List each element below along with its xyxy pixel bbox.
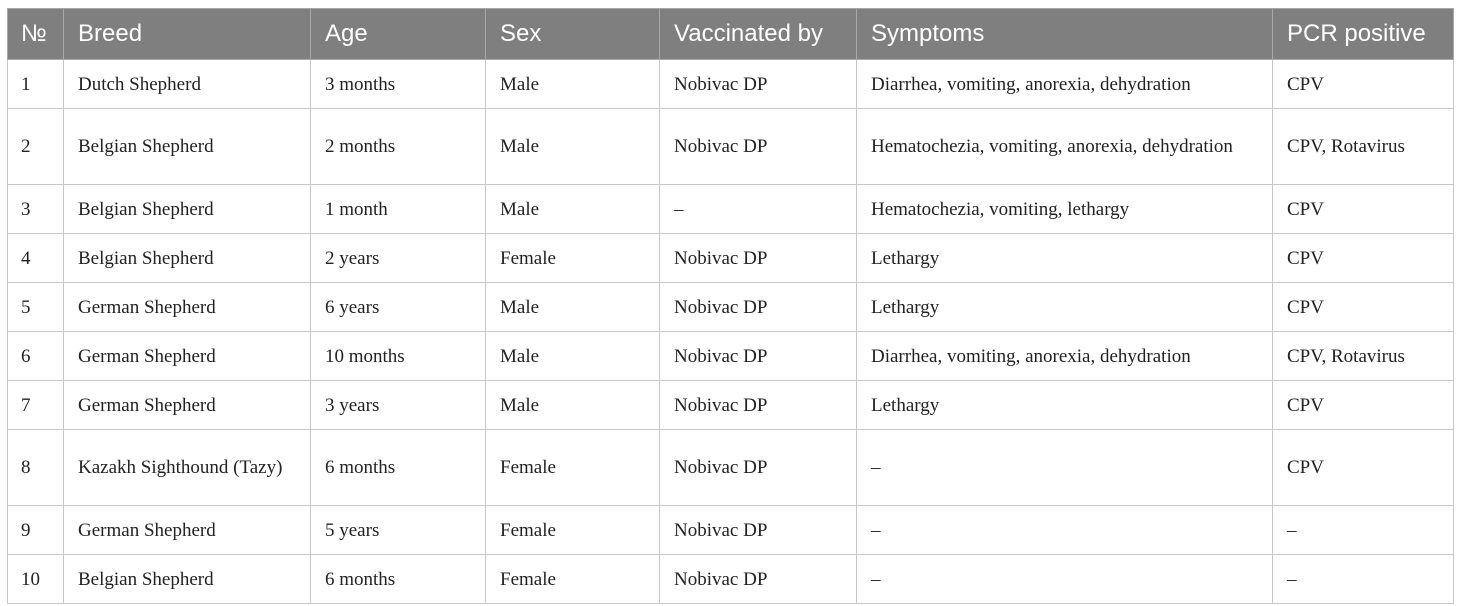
cell-breed: Belgian Shepherd bbox=[64, 185, 311, 234]
cell-symptoms: Lethargy bbox=[857, 234, 1273, 283]
cell-vaccinated-by: Nobivac DP bbox=[660, 506, 857, 555]
cell-breed: Dutch Shepherd bbox=[64, 60, 311, 109]
cell-pcr-positive: CPV bbox=[1273, 60, 1454, 109]
cell-sex: Male bbox=[486, 332, 660, 381]
cell-age: 1 month bbox=[311, 185, 486, 234]
cell-breed: German Shepherd bbox=[64, 283, 311, 332]
table-row bbox=[8, 60, 1454, 109]
cell-number: 2 bbox=[8, 109, 64, 185]
cell-number: 9 bbox=[8, 506, 64, 555]
cell-age: 3 years bbox=[311, 381, 486, 430]
header-pcr-positive: PCR positive bbox=[1273, 9, 1454, 60]
cell-symptoms: Diarrhea, vomiting, anorexia, dehydration bbox=[857, 60, 1273, 109]
cell-sex: Male bbox=[486, 381, 660, 430]
cell-sex: Male bbox=[486, 60, 660, 109]
cell-number: 4 bbox=[8, 234, 64, 283]
cell-pcr-positive: CPV bbox=[1273, 185, 1454, 234]
cell-pcr-positive: – bbox=[1273, 506, 1454, 555]
cell-breed: Kazakh Sighthound (Tazy) bbox=[64, 430, 311, 506]
header-sex: Sex bbox=[486, 9, 660, 60]
cell-number: 10 bbox=[8, 555, 64, 604]
header-row bbox=[8, 9, 1454, 60]
cell-vaccinated-by: – bbox=[660, 185, 857, 234]
header-symptoms: Symptoms bbox=[857, 9, 1273, 60]
header-number: № bbox=[8, 9, 64, 60]
cell-number: 8 bbox=[8, 430, 64, 506]
cell-vaccinated-by: Nobivac DP bbox=[660, 60, 857, 109]
cell-symptoms: Lethargy bbox=[857, 283, 1273, 332]
cell-sex: Female bbox=[486, 234, 660, 283]
cell-pcr-positive: CPV bbox=[1273, 381, 1454, 430]
table-row bbox=[8, 234, 1454, 283]
table-row bbox=[8, 109, 1454, 185]
cell-age: 10 months bbox=[311, 332, 486, 381]
table-row bbox=[8, 185, 1454, 234]
cell-number: 7 bbox=[8, 381, 64, 430]
header-age: Age bbox=[311, 9, 486, 60]
cell-sex: Male bbox=[486, 109, 660, 185]
cell-number: 5 bbox=[8, 283, 64, 332]
cell-pcr-positive: CPV bbox=[1273, 234, 1454, 283]
cell-pcr-positive: CPV bbox=[1273, 283, 1454, 332]
cell-vaccinated-by: Nobivac DP bbox=[660, 109, 857, 185]
table-row bbox=[8, 332, 1454, 381]
cell-age: 2 months bbox=[311, 109, 486, 185]
cell-vaccinated-by: Nobivac DP bbox=[660, 332, 857, 381]
cell-pcr-positive: CPV, Rotavirus bbox=[1273, 332, 1454, 381]
cell-symptoms: – bbox=[857, 506, 1273, 555]
cell-vaccinated-by: Nobivac DP bbox=[660, 234, 857, 283]
table-row bbox=[8, 506, 1454, 555]
header-vaccinated-by: Vaccinated by bbox=[660, 9, 857, 60]
cell-pcr-positive: CPV bbox=[1273, 430, 1454, 506]
cell-age: 2 years bbox=[311, 234, 486, 283]
cell-symptoms: Diarrhea, vomiting, anorexia, dehydration bbox=[857, 332, 1273, 381]
cell-pcr-positive: – bbox=[1273, 555, 1454, 604]
cell-vaccinated-by: Nobivac DP bbox=[660, 381, 857, 430]
cell-age: 6 months bbox=[311, 430, 486, 506]
cell-symptoms: Lethargy bbox=[857, 381, 1273, 430]
table-row bbox=[8, 381, 1454, 430]
cell-sex: Male bbox=[486, 283, 660, 332]
cell-age: 6 years bbox=[311, 283, 486, 332]
cell-sex: Female bbox=[486, 506, 660, 555]
table-row bbox=[8, 430, 1454, 506]
table-row bbox=[8, 283, 1454, 332]
cell-symptoms: Hematochezia, vomiting, lethargy bbox=[857, 185, 1273, 234]
cell-vaccinated-by: Nobivac DP bbox=[660, 555, 857, 604]
cell-age: 3 months bbox=[311, 60, 486, 109]
cell-breed: German Shepherd bbox=[64, 332, 311, 381]
cell-symptoms: – bbox=[857, 555, 1273, 604]
cell-sex: Female bbox=[486, 430, 660, 506]
cell-age: 6 months bbox=[311, 555, 486, 604]
cell-breed: Belgian Shepherd bbox=[64, 555, 311, 604]
cell-symptoms: Hematochezia, vomiting, anorexia, dehydration bbox=[857, 109, 1273, 185]
data-table bbox=[7, 8, 1454, 604]
cell-sex: Male bbox=[486, 185, 660, 234]
cell-symptoms: – bbox=[857, 430, 1273, 506]
cell-breed: Belgian Shepherd bbox=[64, 234, 311, 283]
table-row bbox=[8, 555, 1454, 604]
cell-vaccinated-by: Nobivac DP bbox=[660, 430, 857, 506]
cell-breed: German Shepherd bbox=[64, 506, 311, 555]
cell-breed: German Shepherd bbox=[64, 381, 311, 430]
cell-pcr-positive: CPV, Rotavirus bbox=[1273, 109, 1454, 185]
header-breed: Breed bbox=[64, 9, 311, 60]
cell-sex: Female bbox=[486, 555, 660, 604]
cell-breed: Belgian Shepherd bbox=[64, 109, 311, 185]
cell-vaccinated-by: Nobivac DP bbox=[660, 283, 857, 332]
cell-age: 5 years bbox=[311, 506, 486, 555]
cell-number: 6 bbox=[8, 332, 64, 381]
cell-number: 3 bbox=[8, 185, 64, 234]
cell-number: 1 bbox=[8, 60, 64, 109]
